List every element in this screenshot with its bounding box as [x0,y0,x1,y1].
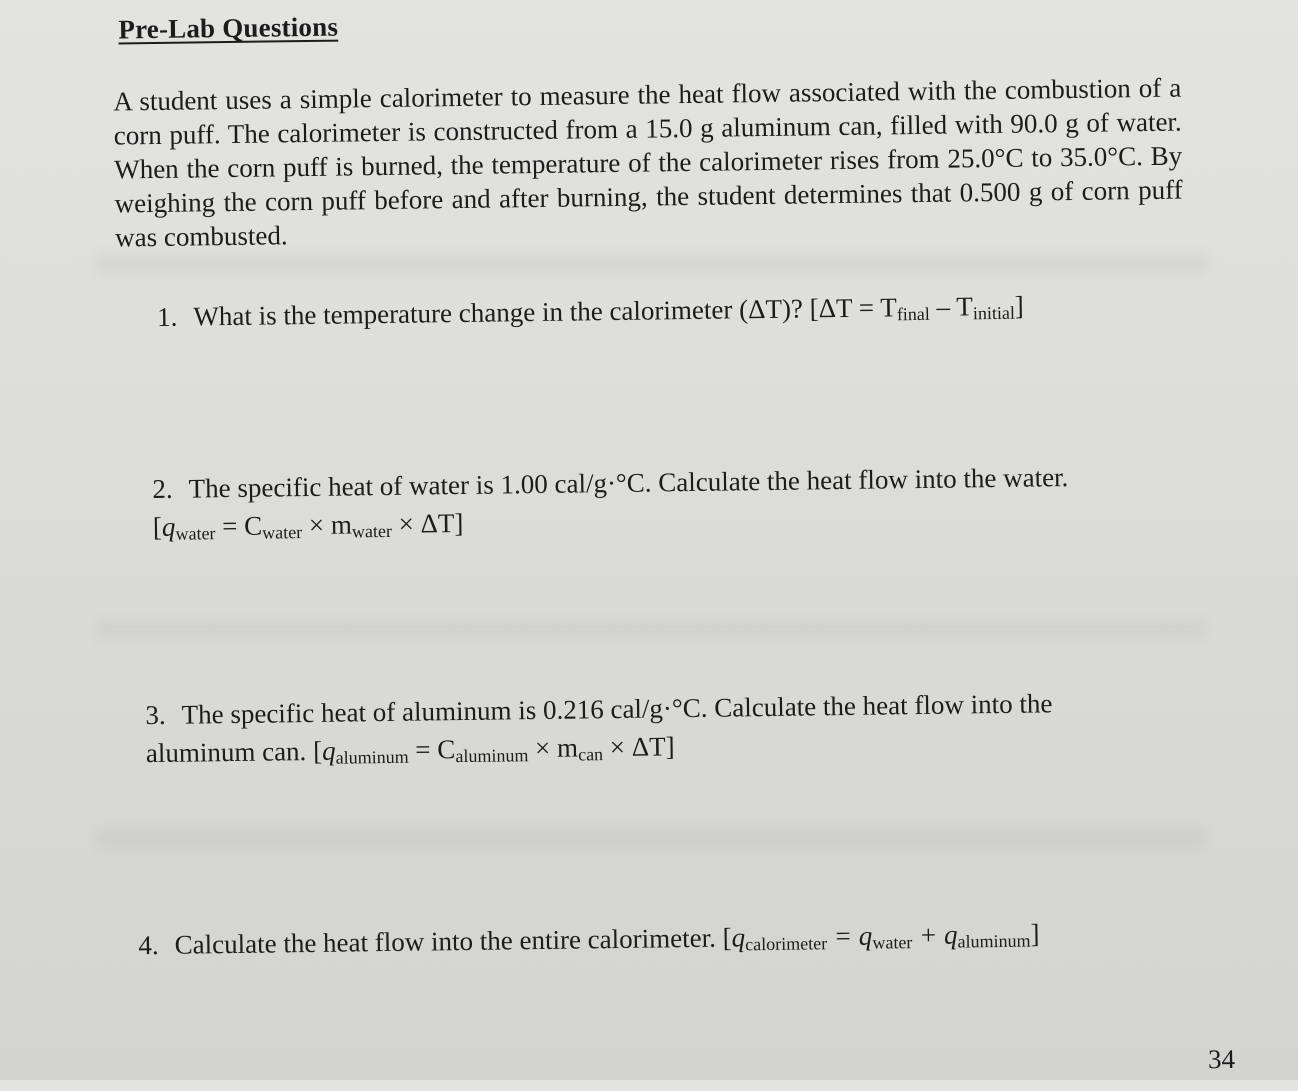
page-title: Pre-Lab Questions [118,11,339,45]
formula: $[q_{aluminum} = C_{aluminum} \times m_{can} \times \Delta T]$ [312,731,675,768]
question-text-continued: aluminum can. [145,736,307,769]
page-number: 34 [1207,1043,1236,1075]
question-3 [145,684,1053,779]
question-number: 3. [145,699,166,731]
question-number: 2. [152,473,173,505]
question-1 [157,287,1024,343]
question-4 [138,914,1040,971]
question-number: 4. [138,930,159,961]
formula: $[\Delta T = T_{final} - T_{initial}]$ [809,290,1024,325]
intro-text: A student uses a simple calorimeter to measure the heat flow associated with the combustion of a corn puff. The calorimeter is constructed from a 15.0 g aluminum can, filled with 90.0 g of water. When the corn puff is burned, the temperature of the calorimeter rises from 25.0°C to 35.0°C. By weighing the corn puff before and after burning, the student determines that 0.500 g of corn puff was combusted. [113,72,1183,253]
question-text: What is the temperature change in the calorimeter (ΔT)? [193,293,804,332]
question-text: The specific heat of aluminum is 0.216 cal/g·°C. Calculate the heat flow into the [181,688,1053,730]
question-text: The specific heat of water is 1.00 cal/g·°C. Calculate the heat flow into the water. [188,462,1069,504]
formula: $[q_{calorimeter} = q_{water} + q_{aluminum}]$ [722,918,1040,955]
question-number: 1. [156,301,178,332]
intro-paragraph [113,71,1183,255]
formula: $[q_{water} = C_{water} \times m_{water} \times \Delta T]$ [152,507,464,544]
question-2 [152,458,1069,553]
question-text: Calculate the heat flow into the entire calorimeter. [174,922,717,960]
